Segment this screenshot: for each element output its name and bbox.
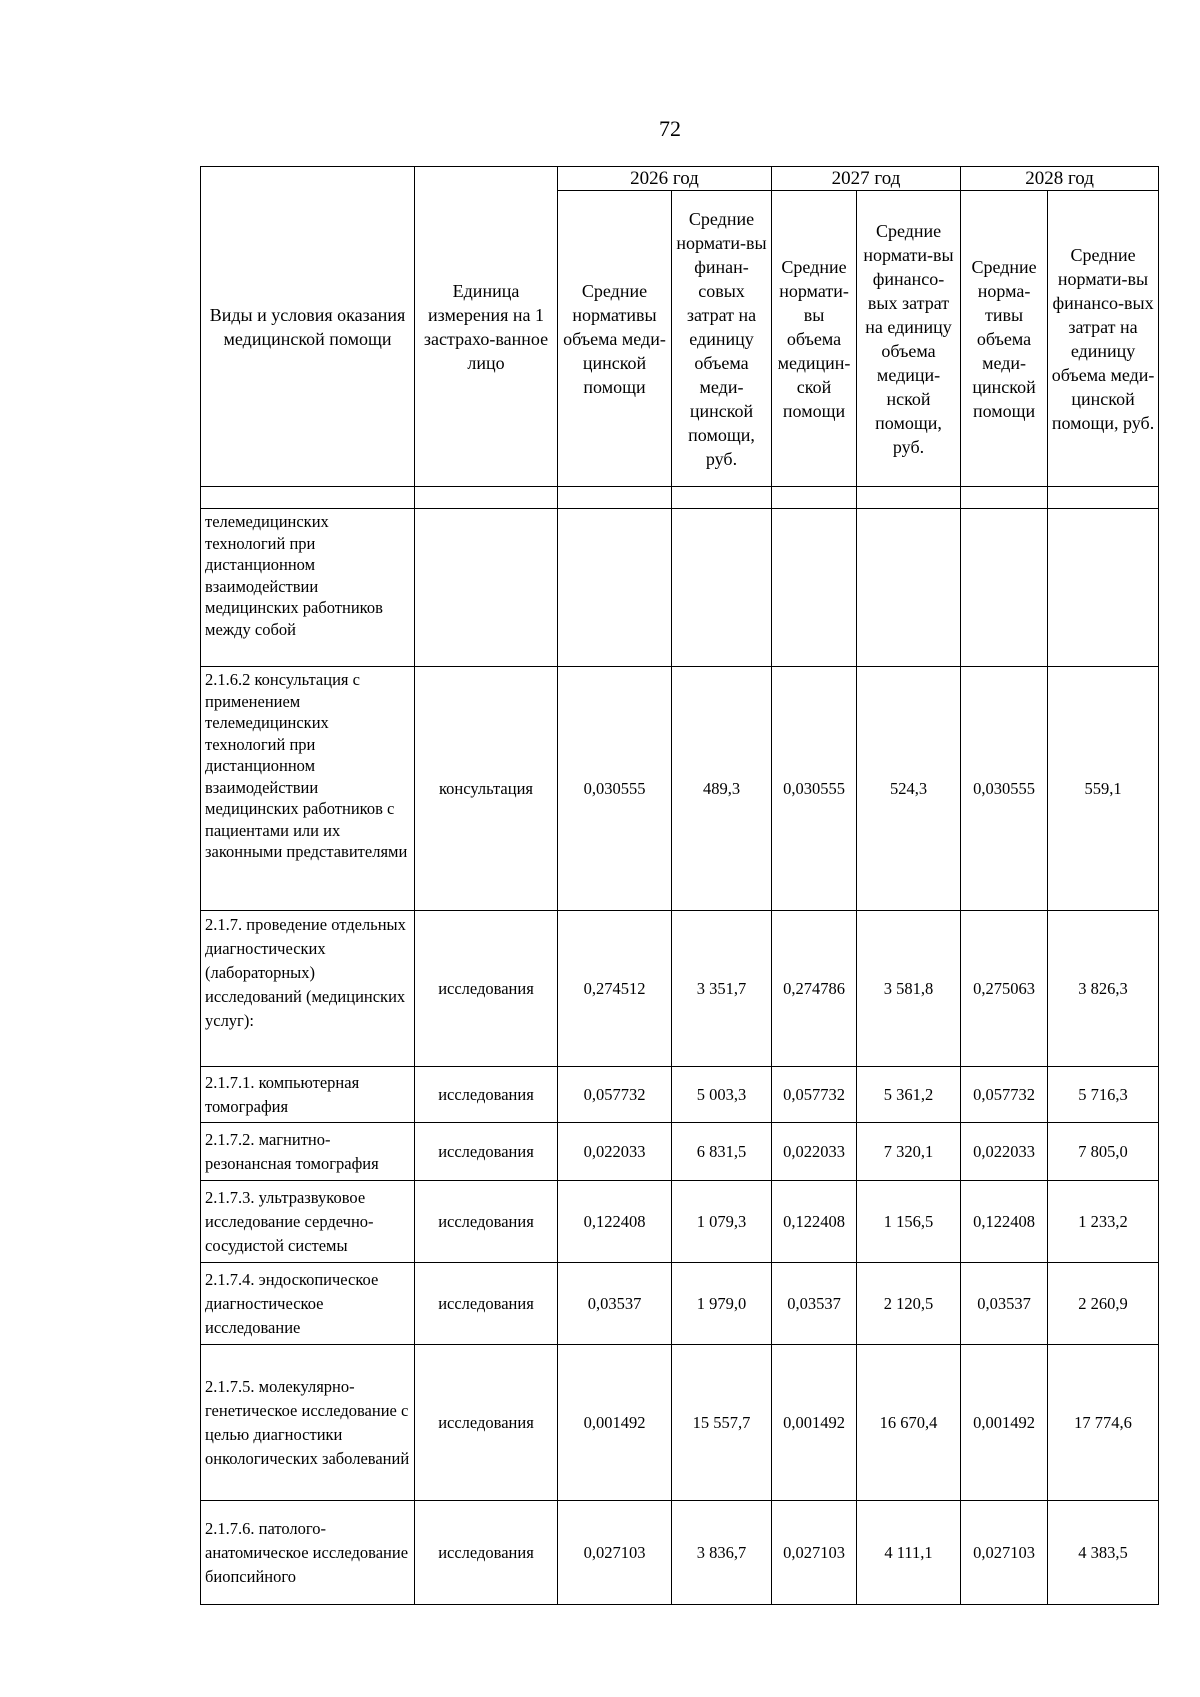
- value-2026-cost: [672, 509, 772, 667]
- header-year-2027: 2027 год: [772, 167, 961, 191]
- header-2027-cost: Средние нормати-вы финансо-вых затрат на единицу объема медици-нской помощи, руб.: [857, 191, 961, 487]
- value-2026-volume: 0,057732: [558, 1067, 672, 1123]
- page-number: 72: [659, 116, 681, 141]
- header-2026-cost: Средние нормати-вы финан-совых затрат на единицу объема меди-цинской помощи, руб.: [672, 191, 772, 487]
- value-2026-cost: 1 979,0: [672, 1263, 772, 1345]
- row-kind: 2.1.6.2 консультация с применением телемедицинских технологий при дистанционном взаимодействии медицинских работников с пациентами или их законными представителями: [201, 667, 415, 911]
- value-2028-volume: 0,122408: [961, 1181, 1048, 1263]
- value-2026-cost: 5 003,3: [672, 1067, 772, 1123]
- norms-table: [200, 166, 1159, 1605]
- value-2028-cost: 1 233,2: [1048, 1181, 1159, 1263]
- header-unit: Единица измерения на 1 застрахо-ванное лицо: [415, 167, 558, 487]
- row-unit: исследования: [415, 1345, 558, 1501]
- table-row: [201, 1067, 1159, 1123]
- value-2027-cost: 4 111,1: [857, 1501, 961, 1605]
- header-2026-volume: Средние нормативы объема меди-цинской помощи: [558, 191, 672, 487]
- row-unit: исследования: [415, 1263, 558, 1345]
- value-2027-cost: 7 320,1: [857, 1123, 961, 1181]
- header-2028-volume: Средние норма-тивы объема меди-цинской помощи: [961, 191, 1048, 487]
- row-kind: 2.1.7.1. компьютерная томография: [201, 1067, 415, 1123]
- value-2026-volume: 0,001492: [558, 1345, 672, 1501]
- value-2027-volume: 0,274786: [772, 911, 857, 1067]
- value-2027-volume: 0,022033: [772, 1123, 857, 1181]
- value-2027-volume: 0,027103: [772, 1501, 857, 1605]
- header-year-2028: 2028 год: [961, 167, 1159, 191]
- table-row: [201, 1345, 1159, 1501]
- value-2027-cost: [857, 509, 961, 667]
- table-row: [201, 1501, 1159, 1605]
- value-2028-cost: 4 383,5: [1048, 1501, 1159, 1605]
- header-kind: Виды и условия оказания медицинской помощи: [201, 167, 415, 487]
- table-row: [201, 1181, 1159, 1263]
- table-row: [201, 1123, 1159, 1181]
- row-kind: 2.1.7.5. молекулярно-генетическое исследование с целью диагностики онкологических заболеваний: [201, 1345, 415, 1501]
- table-row: [201, 667, 1159, 911]
- value-2026-cost: 3 836,7: [672, 1501, 772, 1605]
- value-2028-volume: [961, 509, 1048, 667]
- table-row: [201, 911, 1159, 1067]
- value-2026-volume: 0,03537: [558, 1263, 672, 1345]
- row-unit: исследования: [415, 1501, 558, 1605]
- header-years-row: [201, 167, 1159, 191]
- row-unit: исследования: [415, 911, 558, 1067]
- value-2027-volume: 0,122408: [772, 1181, 857, 1263]
- value-2028-cost: 2 260,9: [1048, 1263, 1159, 1345]
- value-2028-cost: 3 826,3: [1048, 911, 1159, 1067]
- value-2027-cost: 1 156,5: [857, 1181, 961, 1263]
- value-2028-cost: 5 716,3: [1048, 1067, 1159, 1123]
- row-kind: 2.1.7. проведение отдельных диагностических (лабораторных) исследований (медицинских услуг):: [201, 911, 415, 1067]
- row-unit: [415, 509, 558, 667]
- value-2027-cost: 3 581,8: [857, 911, 961, 1067]
- value-2027-cost: 16 670,4: [857, 1345, 961, 1501]
- value-2027-volume: 0,001492: [772, 1345, 857, 1501]
- value-2028-volume: 0,030555: [961, 667, 1048, 911]
- table-row: [201, 1263, 1159, 1345]
- value-2026-volume: 0,027103: [558, 1501, 672, 1605]
- row-kind: 2.1.7.4. эндоскопическое диагностическое исследование: [201, 1263, 415, 1345]
- value-2026-volume: 0,022033: [558, 1123, 672, 1181]
- row-unit: исследования: [415, 1067, 558, 1123]
- row-unit: исследования: [415, 1123, 558, 1181]
- value-2028-cost: 17 774,6: [1048, 1345, 1159, 1501]
- value-2028-volume: 0,001492: [961, 1345, 1048, 1501]
- spacer-row: [201, 487, 1159, 509]
- value-2026-volume: 0,122408: [558, 1181, 672, 1263]
- value-2027-volume: [772, 509, 857, 667]
- header-2027-volume: Средние нормати-вы объема медицин-ской помощи: [772, 191, 857, 487]
- value-2028-volume: 0,275063: [961, 911, 1048, 1067]
- value-2026-cost: 15 557,7: [672, 1345, 772, 1501]
- value-2028-cost: 7 805,0: [1048, 1123, 1159, 1181]
- value-2026-volume: 0,030555: [558, 667, 672, 911]
- value-2027-cost: 2 120,5: [857, 1263, 961, 1345]
- value-2027-volume: 0,03537: [772, 1263, 857, 1345]
- value-2026-cost: 6 831,5: [672, 1123, 772, 1181]
- row-unit: исследования: [415, 1181, 558, 1263]
- value-2026-cost: 3 351,7: [672, 911, 772, 1067]
- row-kind: 2.1.7.3. ультразвуковое исследование сердечно-сосудистой системы: [201, 1181, 415, 1263]
- value-2028-cost: 559,1: [1048, 667, 1159, 911]
- value-2028-volume: 0,027103: [961, 1501, 1048, 1605]
- row-unit: консультация: [415, 667, 558, 911]
- header-2028-cost: Средние нормати-вы финансо-вых затрат на единицу объема меди-цинской помощи, руб.: [1048, 191, 1159, 487]
- header-year-2026: 2026 год: [558, 167, 772, 191]
- value-2027-volume: 0,030555: [772, 667, 857, 911]
- row-kind: телемедицинских технологий при дистанционном взаимодействии медицинских работников между собой: [201, 509, 415, 667]
- value-2028-volume: 0,03537: [961, 1263, 1048, 1345]
- value-2027-cost: 5 361,2: [857, 1067, 961, 1123]
- value-2026-cost: 1 079,3: [672, 1181, 772, 1263]
- value-2026-volume: 0,274512: [558, 911, 672, 1067]
- value-2027-cost: 524,3: [857, 667, 961, 911]
- value-2028-volume: 0,022033: [961, 1123, 1048, 1181]
- value-2026-cost: 489,3: [672, 667, 772, 911]
- value-2028-volume: 0,057732: [961, 1067, 1048, 1123]
- table-row: [201, 509, 1159, 667]
- row-kind: 2.1.7.6. патолого-анатомическое исследование биопсийного: [201, 1501, 415, 1605]
- value-2028-cost: [1048, 509, 1159, 667]
- value-2027-volume: 0,057732: [772, 1067, 857, 1123]
- value-2026-volume: [558, 509, 672, 667]
- row-kind: 2.1.7.2. магнитно-резонансная томография: [201, 1123, 415, 1181]
